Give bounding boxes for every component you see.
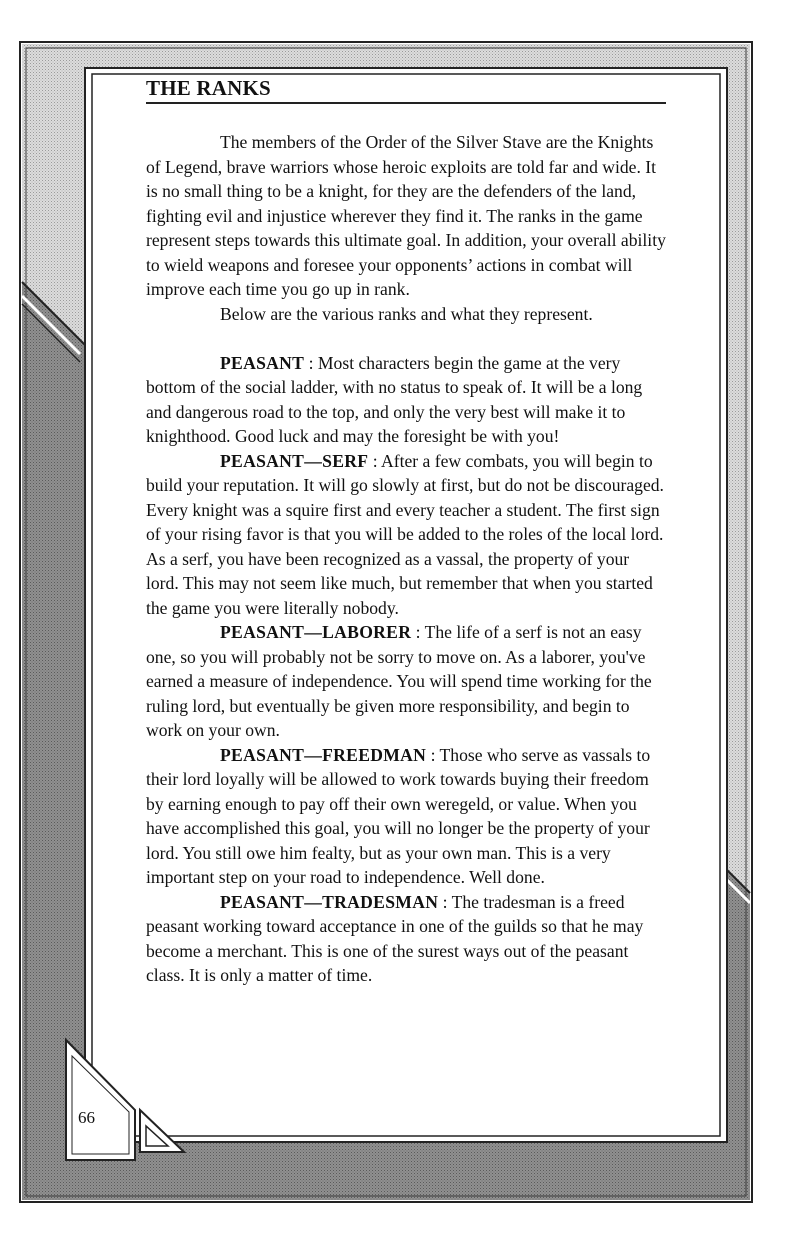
page-title: THE RANKS xyxy=(146,75,666,104)
rank-description: : Those who serve as vassals to their lord loyally will be allowed to work towards buying their freedom by earning enough to pay off their own weregeld, or value. When you have accomplished this goal, you will no longer be the property of your lord. You still owe him fealty, but as your own man. This is a very important step on your road to independence. Well done. xyxy=(146,744,651,887)
rank-entry-peasant xyxy=(146,351,666,449)
rank-name: PEASANT—SERF xyxy=(220,450,369,471)
rank-entry-tradesman xyxy=(146,890,666,988)
page-number: 66 xyxy=(78,1108,95,1127)
rank-description: : After a few combats, you will begin to build your reputation. It will go slowly at first, but do not be discouraged. Every knight was a squire first and every teacher a student. The first sign of your rising favor is that you will be added to the roles of the local lord. As a serf, you have been recognized as a vassal, the property of your lord. This may not seem like much, but remember that when you started the game you were literally nobody. xyxy=(146,450,664,618)
body-text xyxy=(146,130,666,988)
rank-entry-serf xyxy=(146,449,666,621)
rank-description: : The life of a serf is not an easy one, so you will probably not be sorry to move on. As a laborer, you've earned a measure of independence. You will spend time working for the ruling lord, but eventually be given more responsibility, and begin to work on your own. xyxy=(146,622,652,740)
rank-entry-freedman xyxy=(146,743,666,890)
rank-name: PEASANT—FREEDMAN xyxy=(220,744,427,765)
intro-paragraph: Below are the various ranks and what they represent. xyxy=(220,303,593,324)
frame-band-dark-left xyxy=(22,282,85,1040)
frame-band-dark-right xyxy=(727,870,750,1200)
rank-name: PEASANT xyxy=(220,352,305,373)
rank-entry-laborer xyxy=(146,620,666,743)
rank-description: : Most characters begin the game at the very bottom of the social ladder, with no status to speak of. It will be a long and dangerous road to the top, and only the very best will make it to knighthood. Good luck and may the foresight be with you! xyxy=(146,352,643,446)
rank-name: PEASANT—TRADESMAN xyxy=(220,891,439,912)
rank-description: : The tradesman is a freed peasant working toward acceptance in one of the guilds so that he may become a merchant. This is one of the surest ways out of the peasant class. It is only a matter of time. xyxy=(146,891,644,985)
rank-name: PEASANT—LABORER xyxy=(220,622,412,642)
intro-paragraph: The members of the Order of the Silver Stave are the Knights of Legend, brave warriors whose heroic exploits are told far and wide. It is no small thing to be a knight, for they are the defenders of the land, fighting evil and injustice wherever they find it. The ranks in the game represent steps towards this ultimate goal. In addition, your overall ability to wield weapons and foresee your opponents’ actions in combat will improve each time you go up in rank. xyxy=(146,132,666,299)
